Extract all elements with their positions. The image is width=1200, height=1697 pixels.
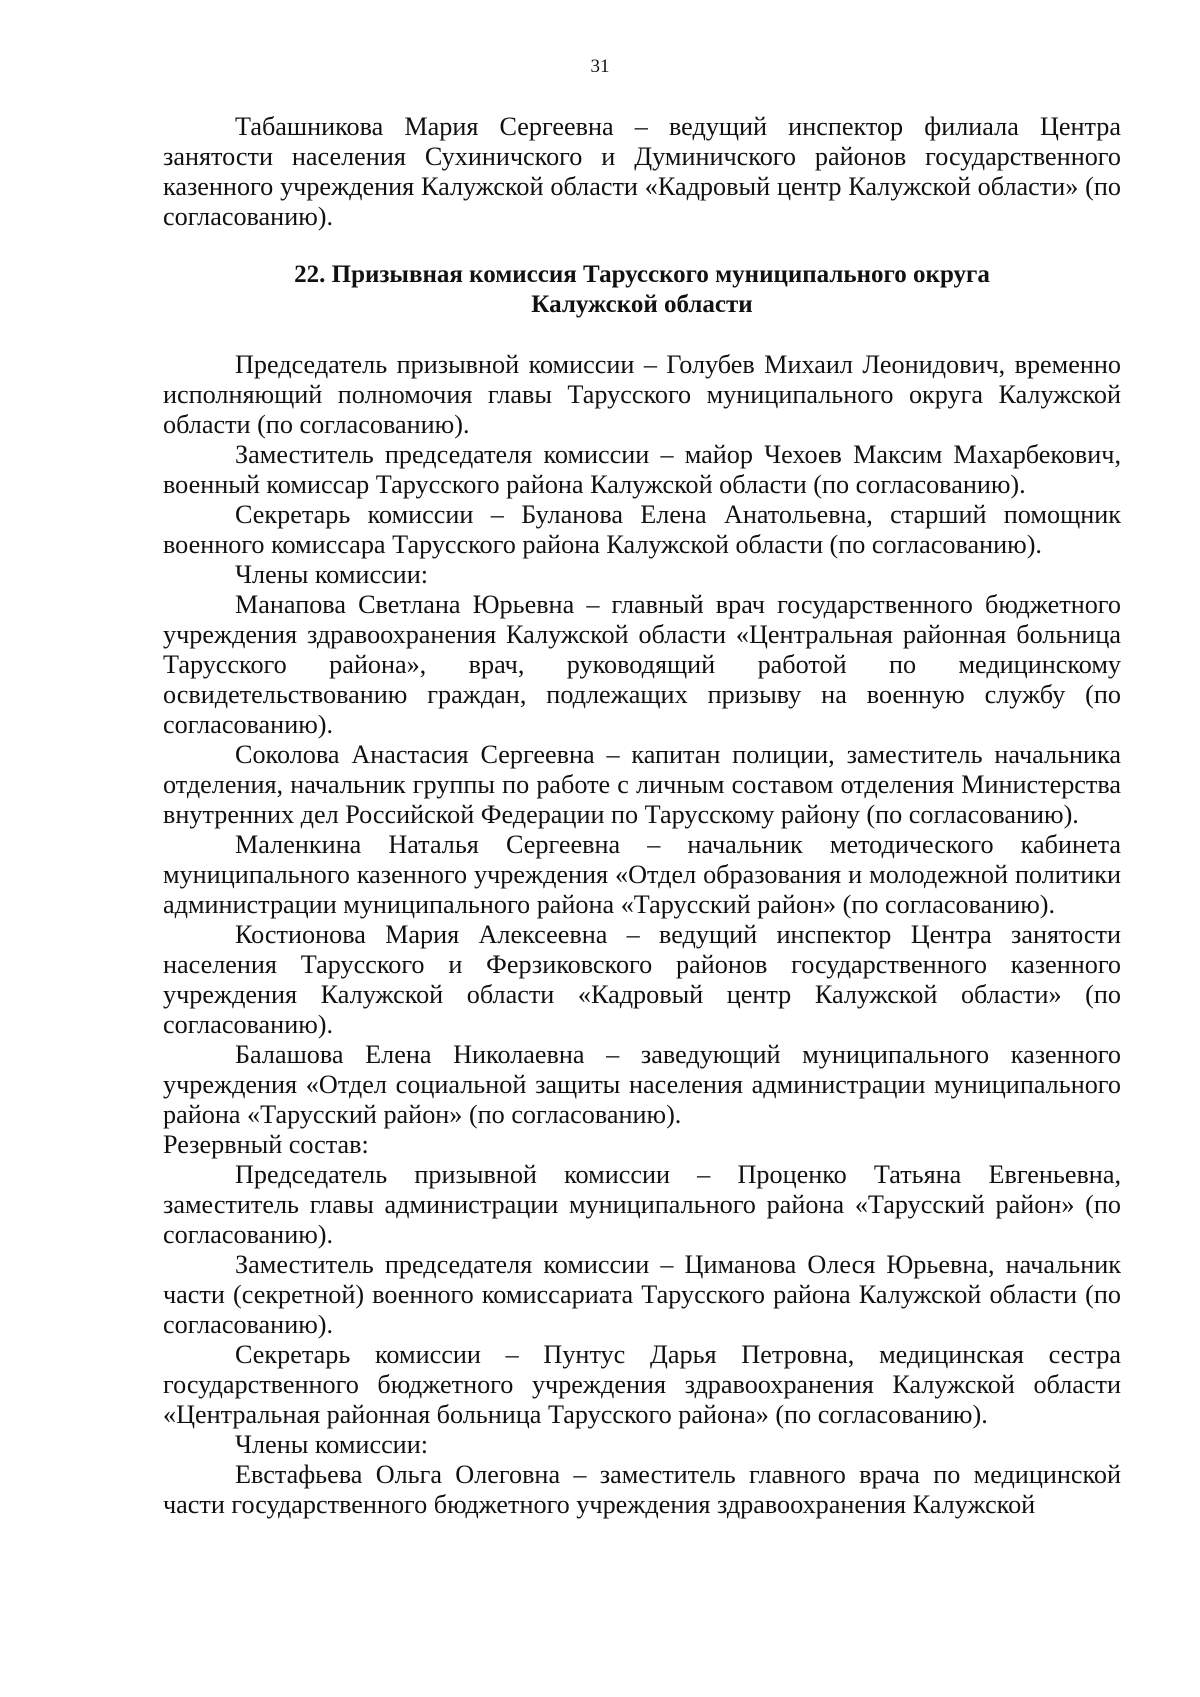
paragraph-reserve-member-evstafyeva: Евстафьева Ольга Олеговна – заместитель главного врача по медицинской части государственного бюджетного учреждения здравоохранения Калужской <box>163 1460 1121 1519</box>
page-number: 31 <box>590 56 610 77</box>
section-heading <box>163 260 1121 320</box>
paragraph-reserve-chairman: Председатель призывной комиссии – Проценко Татьяна Евгеньевна, заместитель главы администрации муниципального района «Тарусский район» (по согласованию). <box>163 1160 1121 1249</box>
reserve-heading: Резервный состав: <box>163 1130 369 1159</box>
paragraph-member-kostionova: Костионова Мария Алексеевна – ведущий инспектор Центра занятости населения Тарусского и Ферзиковского районов государственного казенного учреждения Калужской области «Кадровый центр Калужской области» (по согласованию). <box>163 920 1121 1039</box>
paragraph-members-label: Члены комиссии: <box>235 560 428 589</box>
paragraph-reserve-members-label: Члены комиссии: <box>235 1430 428 1459</box>
paragraph-chairman: Председатель призывной комиссии – Голубев Михаил Леонидович, временно исполняющий полномочия главы Тарусского муниципального округа Калужской области (по согласованию). <box>163 350 1121 439</box>
paragraph-member-malenkina: Маленкина Наталья Сергеевна – начальник методического кабинета муниципального казенного учреждения «Отдел образования и молодежной политики администрации муниципального района «Тарусский район» (по согласованию). <box>163 830 1121 919</box>
paragraph-member-balashova: Балашова Елена Николаевна – заведующий муниципального казенного учреждения «Отдел социальной защиты населения администрации муниципального района «Тарусский район» (по согласованию). <box>163 1040 1121 1129</box>
paragraph-secretary: Секретарь комиссии – Буланова Елена Анатольевна, старший помощник военного комиссара Тарусского района Калужской области (по согласованию). <box>163 500 1121 559</box>
main-composition <box>163 350 1121 1130</box>
paragraph-reserve-secretary: Секретарь комиссии – Пунтус Дарья Петровна, медицинская сестра государственного бюджетного учреждения здравоохранения Калужской области «Центральная районная больница Тарусского района» (по согласованию). <box>163 1340 1121 1429</box>
paragraph-reserve-deputy: Заместитель председателя комиссии – Циманова Олеся Юрьевна, начальник части (секретной) военного комиссариата Тарусского района Калужской области (по согласованию). <box>163 1250 1121 1339</box>
paragraph-member-manapova: Манапова Светлана Юрьевна – главный врач государственного бюджетного учреждения здравоохранения Калужской области «Центральная районная больница Тарусского района», врач, руководящий работой по медицинскому освидетельствованию граждан, подлежащих призыву на военную службу (по согласованию). <box>163 590 1121 739</box>
reserve-composition <box>163 1160 1121 1520</box>
intro-paragraph: Табашникова Мария Сергеевна – ведущий инспектор филиала Центра занятости населения Сухиничского и Думиничского районов государственного казенного учреждения Калужской области «Кадровый центр Калужской области» (по согласованию). <box>163 112 1121 231</box>
section-title-line2: Калужской области <box>531 291 753 318</box>
section-title-line1: 22. Призывная комиссия Тарусского муниципального округа <box>294 261 990 288</box>
paragraph-deputy: Заместитель председателя комиссии – майор Чехоев Максим Махарбекович, военный комиссар Тарусского района Калужской области (по согласованию). <box>163 440 1121 499</box>
document-body <box>163 112 1121 1520</box>
paragraph-member-sokolova: Соколова Анастасия Сергеевна – капитан полиции, заместитель начальника отделения, начальник группы по работе с личным составом отделения Министерства внутренних дел Российской Федерации по Тарусскому району (по согласованию). <box>163 740 1121 829</box>
